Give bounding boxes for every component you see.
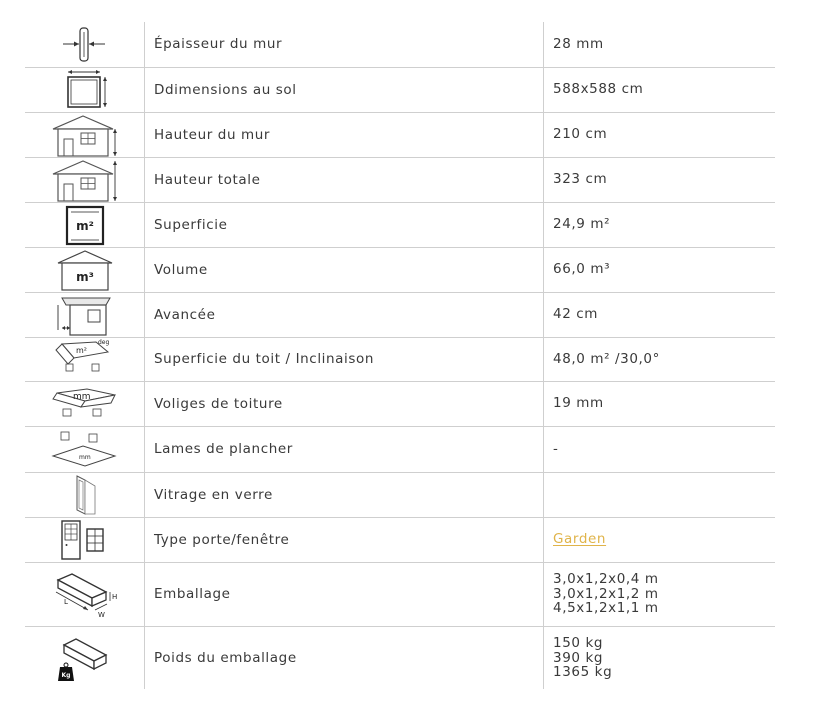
overhang-icon — [52, 294, 118, 336]
row-value — [544, 22, 776, 67]
value-line: 48,0 m² /30,0° — [553, 350, 660, 367]
door-window-icon — [52, 519, 118, 561]
table-row — [25, 426, 775, 472]
packaging-icon — [50, 570, 120, 618]
row-label: Hauteur totale — [145, 157, 544, 202]
row-value — [544, 517, 776, 562]
value-line: 323 cm — [553, 171, 608, 188]
value-line: 42 cm — [553, 306, 599, 323]
package-weight-icon — [50, 633, 120, 683]
table-row — [25, 22, 775, 67]
icon-cell — [25, 157, 145, 202]
value-line: 3,0x1,2x0,4 m — [553, 571, 659, 588]
value-line: 1365 kg — [553, 664, 613, 680]
value-line: 588x588 cm — [553, 81, 644, 98]
row-label: Lames de plancher — [145, 426, 544, 472]
row-value — [544, 292, 776, 337]
row-label: Type porte/fenêtre — [145, 517, 544, 562]
roof-boards-icon — [49, 383, 121, 425]
icon-label: H — [111, 593, 117, 601]
row-value — [544, 202, 776, 247]
icon-cell — [25, 562, 145, 626]
icon-cell — [25, 22, 145, 67]
row-value — [544, 67, 776, 112]
table-row — [25, 157, 775, 202]
table-row — [25, 517, 775, 562]
row-value — [544, 426, 776, 472]
table-row — [25, 202, 775, 247]
row-value — [544, 337, 776, 381]
icon-label: mm — [78, 454, 91, 461]
total-height-icon — [49, 158, 121, 202]
icon-cell — [25, 292, 145, 337]
value-line: 150 kg — [553, 635, 604, 651]
row-value — [544, 112, 776, 157]
value-line: - — [553, 440, 559, 457]
icon-cell — [25, 381, 145, 426]
row-label: Voliges de toiture — [145, 381, 544, 426]
icon-label: mm — [72, 391, 91, 402]
wall-height-icon — [49, 113, 121, 157]
floor-boards-icon — [49, 428, 121, 470]
value-line: 4,5x1,2x1,1 m — [553, 600, 659, 617]
roof-area-incline-icon — [52, 338, 118, 380]
icon-label: Kg — [61, 671, 70, 679]
icon-cell — [25, 626, 145, 689]
table-row — [25, 247, 775, 292]
row-label: Poids du emballage — [145, 626, 544, 689]
row-label: Avancée — [145, 292, 544, 337]
row-value — [544, 247, 776, 292]
icon-cell — [25, 112, 145, 157]
icon-cell — [25, 337, 145, 381]
icon-label: deg — [97, 339, 109, 346]
icon-label: m² — [75, 218, 94, 233]
row-label: Superficie du toit / Inclinaison — [145, 337, 544, 381]
value-line: 66,0 m³ — [553, 261, 611, 278]
row-label: Volume — [145, 247, 544, 292]
row-label: Épaisseur du mur — [145, 22, 544, 67]
table-row — [25, 381, 775, 426]
icon-cell — [25, 517, 145, 562]
row-label: Emballage — [145, 562, 544, 626]
icon-label: m² — [75, 346, 87, 355]
floor-dimensions-icon — [55, 69, 115, 111]
table-row — [25, 112, 775, 157]
icon-cell — [25, 202, 145, 247]
surface-area-icon — [55, 204, 115, 246]
row-label: Superficie — [145, 202, 544, 247]
table-row — [25, 626, 775, 689]
table-row — [25, 472, 775, 517]
wall-thickness-icon — [55, 24, 115, 64]
spec-table — [25, 22, 775, 689]
value-line: 24,9 m² — [553, 216, 611, 233]
value-line: 390 kg — [553, 649, 604, 666]
table-row — [25, 292, 775, 337]
value-line: 19 mm — [553, 395, 604, 412]
icon-label: m³ — [75, 269, 94, 284]
row-label: Vitrage en verre — [145, 472, 544, 517]
table-row — [25, 337, 775, 381]
garden-link[interactable]: Garden — [553, 531, 607, 548]
table-row — [25, 562, 775, 626]
row-label: Hauteur du mur — [145, 112, 544, 157]
value-line: 3,0x1,2x1,2 m — [553, 585, 659, 602]
row-value — [544, 626, 776, 689]
volume-icon — [52, 249, 118, 291]
value-line: 210 cm — [553, 126, 608, 143]
table-row — [25, 67, 775, 112]
row-label: Ddimensions au sol — [145, 67, 544, 112]
row-value — [544, 381, 776, 426]
value-line: 28 mm — [553, 36, 604, 52]
icon-label: W — [97, 611, 105, 618]
row-value — [544, 157, 776, 202]
icon-label: L — [63, 598, 68, 606]
icon-cell — [25, 67, 145, 112]
icon-cell — [25, 472, 145, 517]
icon-cell — [25, 247, 145, 292]
row-value — [544, 472, 776, 517]
icon-cell — [25, 426, 145, 472]
row-value — [544, 562, 776, 626]
glazing-icon — [55, 474, 115, 516]
